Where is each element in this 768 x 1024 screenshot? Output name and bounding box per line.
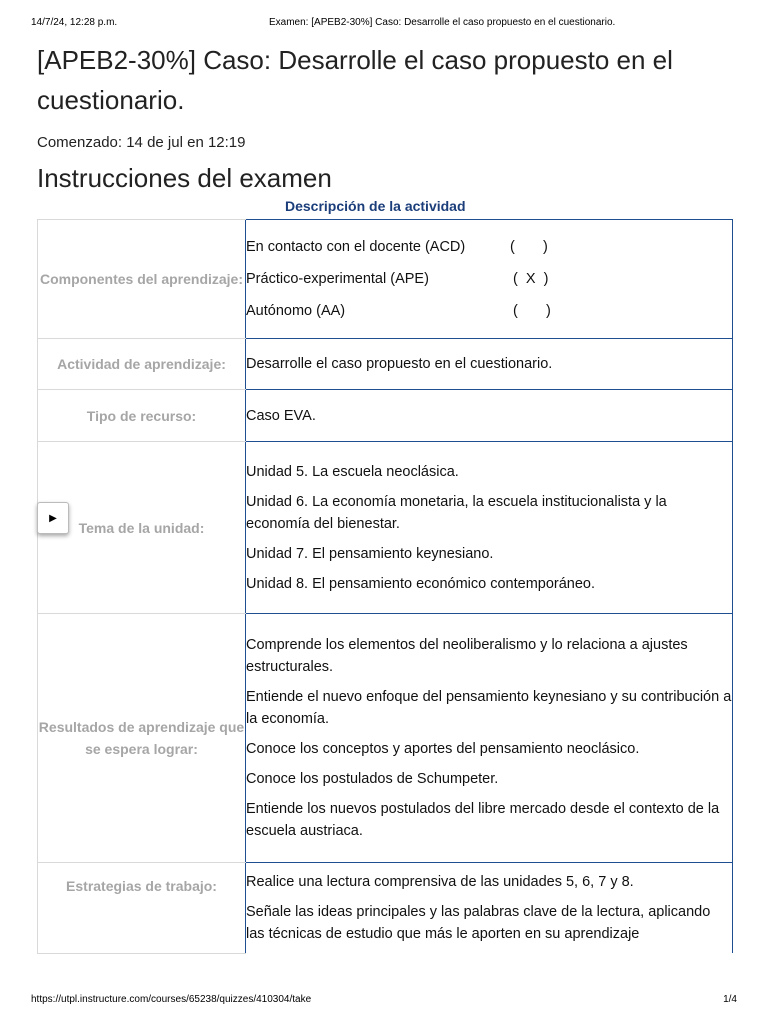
learning-outcome-item: Conoce los postulados de Schumpeter. [246,771,499,787]
unit-topic-item: Unidad 6. La economía monetaria, la escuela institucionalista y la economía del bienestar. [246,493,667,532]
row-learning-activity [38,339,733,390]
work-strategy-item: Señale las ideas principales y las palabras clave de la lectura, aplicando las técnicas de estudio que más le aporten en su aprendizaje [246,904,711,942]
row-resource-type [38,390,733,442]
print-url: https://utpl.instructure.com/courses/65238/quizzes/410304/take [31,994,312,1005]
activity-table [37,219,733,954]
unit-topic-item: Unidad 5. La escuela neoclásica. [246,463,459,480]
learning-outcome-item: Comprende los elementos del neoliberalismo y lo relaciona a ajustes estructurales. [246,637,688,675]
quiz-title: [APEB2-30%] Caso: Desarrolle el caso propuesto en el cuestionario. [37,45,673,115]
row-unit-topic [38,442,733,614]
resource-type-label: Tipo de recurso: [38,390,246,442]
learning-activity-value: Desarrolle el caso propuesto en el cuestionario. [246,339,733,390]
component-mark: ( ) [510,239,548,255]
toggle-navigation-button[interactable] [37,502,69,534]
play-triangle-icon: ▶ [49,512,57,524]
learning-activity-label: Actividad de aprendizaje: [38,339,246,390]
component-name: En contacto con el docente (ACD) [246,239,466,255]
quiz-content [37,40,737,195]
row-learning-outcomes [38,614,733,863]
unit-topic-item: Unidad 7. El pensamiento keynesiano. [246,545,494,562]
unit-topic-item: Unidad 8. El pensamiento económico contemporáneo. [246,575,596,592]
work-strategy-item: Realice una lectura comprensiva de las unidades 5, 6, 7 y 8. [246,874,634,890]
component-mark: ( X ) [513,271,549,287]
activity-description-heading: Descripción de la actividad [285,198,466,214]
print-timestamp: 14/7/24, 12:28 p.m. [31,17,118,28]
row-work-strategies [38,863,733,954]
components-label: Componentes del aprendizaje: [38,220,246,339]
instructions-title: Instrucciones del examen [37,163,332,193]
learning-outcome-item: Entiende los nuevos postulados del libre mercado desde el contexto de la escuela austriaca. [246,801,720,839]
component-item [246,300,732,322]
learning-outcome-item: Entiende el nuevo enfoque del pensamiento keynesiano y su contribución a la economía. [246,689,732,727]
unit-topic-label: Tema de la unidad: [38,442,246,614]
component-item [246,268,732,290]
learning-outcomes-value [246,614,733,863]
print-page-number: 1/4 [723,994,737,1005]
component-name: Práctico-experimental (APE) [246,271,429,287]
learning-outcomes-label: Resultados de aprendizaje que se espera lograr: [38,614,246,863]
row-components [38,220,733,339]
components-value [246,220,733,339]
resource-type-value: Caso EVA. [246,390,733,442]
learning-outcome-item: Conoce los conceptos y aportes del pensamiento neoclásico. [246,741,640,757]
started-at: Comenzado: 14 de jul en 12:19 [37,134,246,151]
print-page-title: Examen: [APEB2-30%] Caso: Desarrolle el caso propuesto en el cuestionario. [269,17,616,28]
component-mark: ( ) [513,303,551,319]
unit-topic-value [246,442,733,614]
component-name: Autónomo (AA) [246,303,346,319]
component-item [246,236,732,258]
work-strategies-label: Estrategias de trabajo: [38,863,246,954]
work-strategies-value [246,863,733,954]
